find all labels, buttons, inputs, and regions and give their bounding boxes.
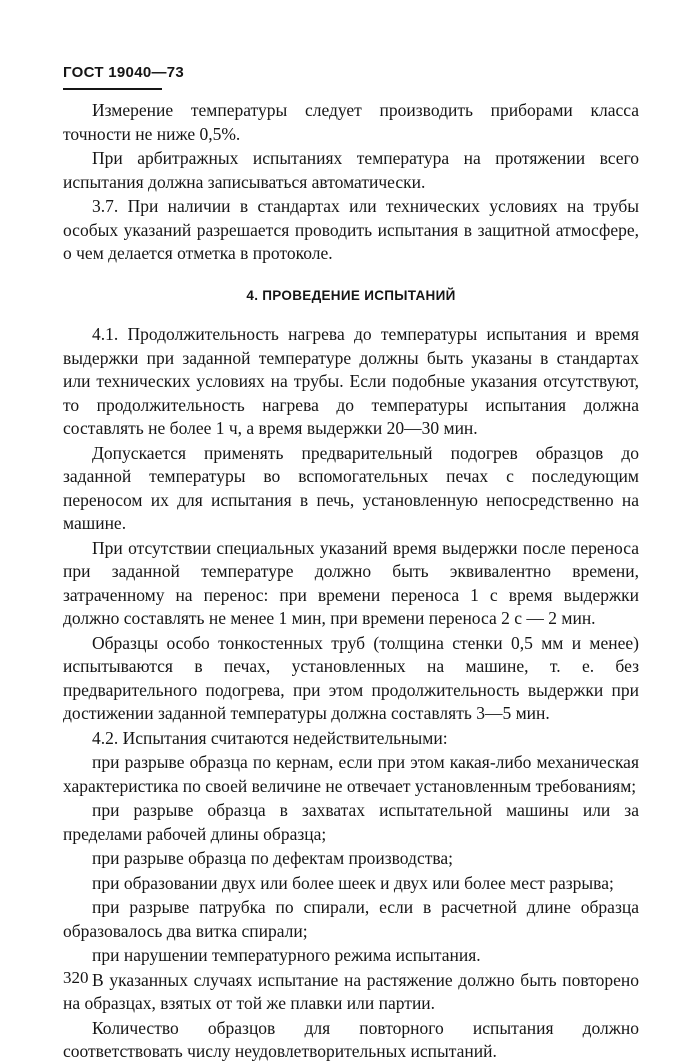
paragraph: В указанных случаях испытание на растяжение должно быть повторено на образцах, взятых от той же плавки или партии. xyxy=(63,969,639,1013)
paragraph: Количество образцов для повторного испытания должно соответствовать числу неудовлетворительных испытаний. xyxy=(63,1017,639,1061)
paragraph: При отсутствии специальных указаний время выдержки после переноса при заданной температуре должно быть эквивалентно времени, затраченному на перенос: при времени переноса 1 с время выдержки должно составлять не менее 1 мин, при времени переноса 2 с — 2 мин. xyxy=(63,537,639,628)
paragraph: 4.1. Продолжительность нагрева до температуры испытания и время выдержки при заданной температуре должны быть указаны в стандартах или технических условиях на трубы. Если подобные указания отсутствуют, то продолжительность нагрева до температуры испытания должна составлять не более 1 ч, а время выдержки 20—30 мин. xyxy=(63,324,639,438)
list-item: при разрыве образца в захватах испытательной машины или за пределами рабочей длины образца; xyxy=(63,800,639,844)
paragraph: Допускается применять предварительный подогрев образцов до заданной температуры во вспомогательных печах с последующим переносом их для испытания в печь, установленную непосредственно на машине. xyxy=(63,442,639,533)
paragraph: При арбитражных испытаниях температура на протяжении всего испытания должна записываться автоматически. xyxy=(63,148,639,192)
header-rule xyxy=(63,88,162,90)
list-item: при образовании двух или более шеек и двух или более мест разрыва; xyxy=(92,872,614,893)
list-item: при разрыве образца по дефектам производства; xyxy=(92,848,454,868)
standard-header: ГОСТ 19040—73 xyxy=(63,64,185,81)
paragraph: Образцы особо тонкостенных труб (толщина стенки 0,5 мм и менее) испытываются в печах, установленных на машине, т. е. без предварительного подогрева, при этом продолжительность выдержки при достижении заданной температуры должна составлять 3—5 мин. xyxy=(63,632,639,723)
paragraph: 4.2. Испытания считаются недействительными: xyxy=(92,727,448,748)
paragraph: 3.7. При наличии в стандартах или технических условиях на трубы особых указаний разрешается проводить испытания в защитной атмосфере, о чем делается отметка в протоколе. xyxy=(63,196,639,263)
section-heading: 4. ПРОВЕДЕНИЕ ИСПЫТАНИЙ xyxy=(246,287,456,303)
list-item: при нарушении температурного режима испытания. xyxy=(92,945,481,965)
list-item: при разрыве образца по кернам, если при этом какая-либо механическая характеристика по своей величине не отвечает установленным требованиям; xyxy=(63,752,639,796)
document-body xyxy=(63,99,639,1064)
page-number: 320 xyxy=(63,968,89,987)
paragraph: Измерение температуры следует производить приборами класса точности не ниже 0,5%. xyxy=(63,100,639,144)
list-item: при разрыве патрубка по спирали, если в расчетной длине образца образовалось два витка спирали; xyxy=(63,897,639,941)
